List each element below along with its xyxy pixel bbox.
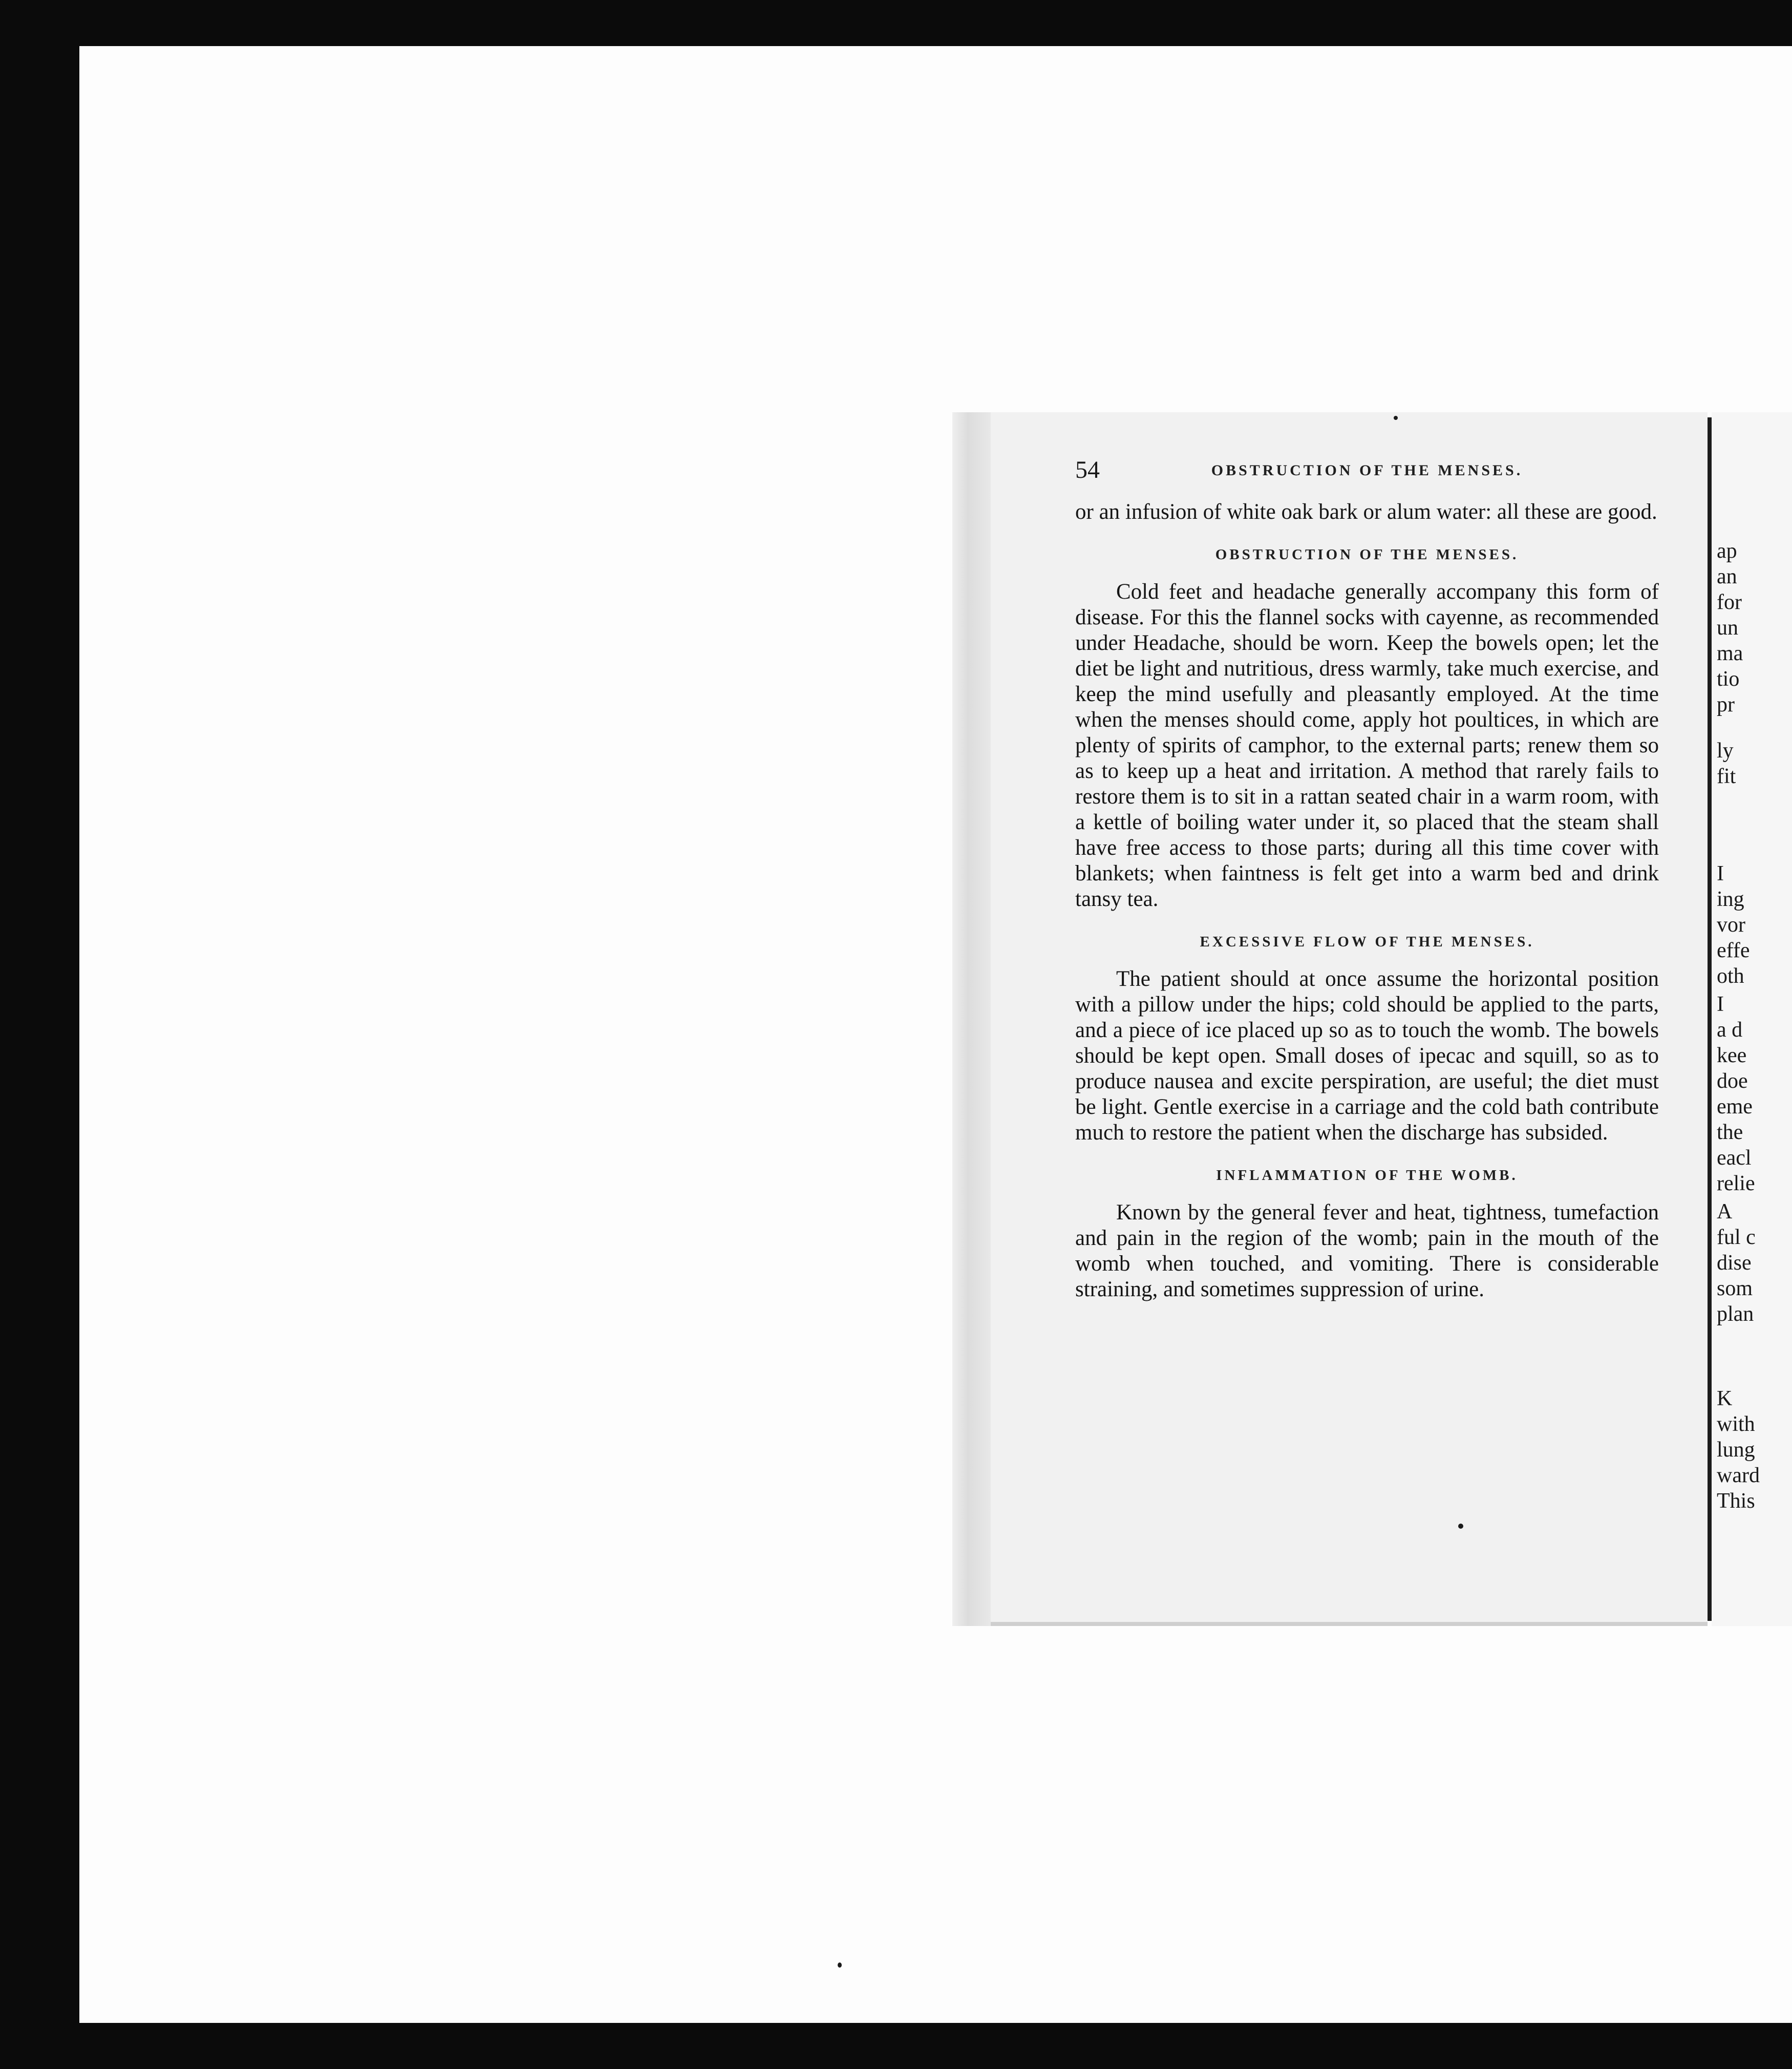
section-text-obstruction: Cold feet and headache generally accompany this form of disease. For this the flannel socks with cayenne, as recommended under Headache, should be worn. Keep the bowels open; let the diet be light and nutritious, dress warmly, take much exercise, and keep the mind usefully and pleasantly employed. At the time when the menses should come, apply hot poultices, in which are plenty of spirits of camphor, to the external parts; renew them so as to keep up a heat and irritation. A method that rarely fails to restore them is to sit in a rattan seated chair in a warm room, with a kettle of boiling water under it, so placed that the steam shall have free access to those parts; during all this time cover with blankets; when faintness is felt get into a warm bed and drink tansy tea. xyxy=(1075,580,1659,911)
facing-fragment: A xyxy=(1717,1200,1733,1223)
page-edge-shadow xyxy=(952,412,991,1626)
running-title: OBSTRUCTION OF THE MENSES. xyxy=(1211,462,1523,479)
facing-fragment: ing xyxy=(1717,888,1744,911)
facing-fragment: ly xyxy=(1717,739,1734,763)
section-heading-obstruction: OBSTRUCTION OF THE MENSES. xyxy=(1215,546,1519,563)
facing-fragment: som xyxy=(1717,1277,1753,1300)
facing-fragment: a d xyxy=(1717,1018,1743,1042)
book-gutter xyxy=(1708,417,1712,1621)
microfilm-border-top xyxy=(0,0,1792,46)
section-heading-inflammation: INFLAMMATION OF THE WOMB. xyxy=(1216,1167,1518,1184)
facing-fragment: an xyxy=(1717,565,1737,588)
facing-fragment: tio xyxy=(1717,667,1740,691)
microfilm-border-left xyxy=(0,0,79,2069)
facing-fragment: with xyxy=(1717,1412,1755,1436)
facing-fragment: doe xyxy=(1717,1069,1748,1093)
print-speck xyxy=(1458,1524,1463,1529)
facing-fragment: eme xyxy=(1717,1095,1753,1118)
page-body xyxy=(1075,499,1659,1302)
book-page xyxy=(991,412,1708,1626)
facing-fragment: dise xyxy=(1717,1251,1752,1275)
facing-fragment: oth xyxy=(1717,964,1744,988)
facing-fragment: fit xyxy=(1717,765,1736,788)
facing-fragment: lung xyxy=(1717,1438,1755,1462)
facing-fragment: ward xyxy=(1717,1464,1760,1487)
print-speck xyxy=(1394,416,1398,420)
running-head xyxy=(1075,456,1659,487)
facing-fragment: kee xyxy=(1717,1044,1747,1067)
section-text-excessive-flow: The patient should at once assume the horizontal position with a pillow under the hips; cold should be applied to the parts, and a piece of ice placed up so as to touch the womb. The bowels should be kept open. Small doses of ipecac and squill, so as to produce nausea and excite perspiration, are useful; the diet must be light. Gentle exercise in a carriage and the cold bath contribute much to restore the patient when the discharge has subsided. xyxy=(1075,967,1659,1145)
facing-fragment: This xyxy=(1717,1489,1755,1513)
facing-fragment: the xyxy=(1717,1121,1743,1144)
print-speck xyxy=(838,1962,842,1968)
opening-paragraph: or an infusion of white oak bark or alum water: all these are good. xyxy=(1075,500,1657,524)
facing-fragment: ap xyxy=(1717,539,1737,563)
facing-fragment: for xyxy=(1717,590,1742,614)
facing-fragment: vor xyxy=(1717,913,1745,937)
page-number: 54 xyxy=(1075,456,1100,483)
facing-fragment: pr xyxy=(1717,693,1735,716)
facing-fragment: ma xyxy=(1717,642,1743,665)
section-heading-excessive-flow: EXCESSIVE FLOW OF THE MENSES. xyxy=(1200,934,1534,950)
facing-fragment: I xyxy=(1717,993,1724,1016)
facing-page xyxy=(1712,412,1792,1626)
facing-fragment: K xyxy=(1717,1387,1733,1410)
facing-fragment: eacl xyxy=(1717,1146,1752,1170)
microfilm-border-bottom xyxy=(0,2023,1792,2069)
facing-fragment: ful c xyxy=(1717,1226,1756,1249)
facing-fragment: plan xyxy=(1717,1302,1754,1326)
section-text-inflammation: Known by the general fever and heat, tightness, tumefaction and pain in the region of the womb; pain in the mouth of the womb when touched, and vomiting. There is considerable straining, and sometimes suppression of urine. xyxy=(1075,1200,1659,1301)
facing-fragment: I xyxy=(1717,862,1724,885)
facing-fragment: effe xyxy=(1717,939,1750,962)
facing-fragment: relie xyxy=(1717,1172,1755,1195)
facing-fragment: un xyxy=(1717,616,1738,640)
